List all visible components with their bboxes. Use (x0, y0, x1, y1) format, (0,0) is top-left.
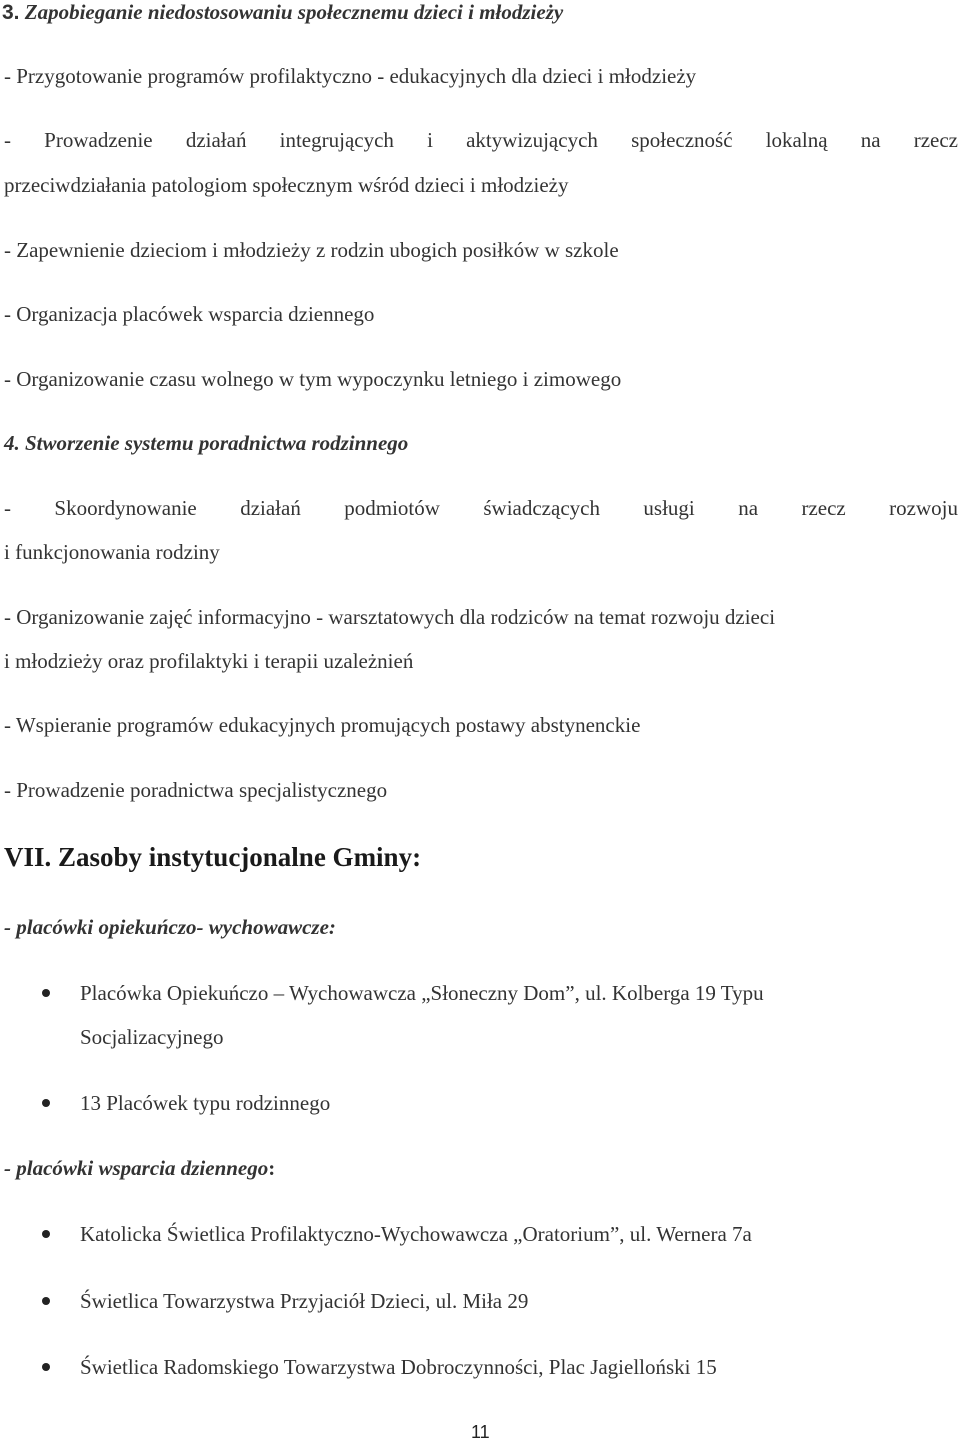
list-item: - Prowadzenie działań integrujących i aktywizujących społeczność lokalną na rzecz (4, 128, 958, 152)
list-item: Świetlica Towarzystwa Przyjaciół Dzieci, ul. Miła 29 (80, 1289, 529, 1313)
list-item: - Przygotowanie programów profilaktyczno - edukacyjnych dla dzieci i młodzieży (4, 64, 697, 88)
list-item: - Organizowanie zajęć informacyjno - warsztatowych dla rodziców na temat rozwoju dzieci (4, 605, 776, 629)
list-item-continuation: i młodzieży oraz profilaktyki i terapii uzależnień (4, 649, 414, 673)
section-4-number: 4. (4, 431, 20, 455)
bullet-icon (42, 1230, 50, 1238)
section-4-heading (4, 430, 408, 456)
list-item: - Organizacja placówek wsparcia dziennego (4, 302, 375, 326)
section-3-title: Zapobieganie niedostosowaniu społecznemu dzieci i młodzieży (24, 0, 564, 24)
list-item: Świetlica Radomskiego Towarzystwa Dobroczynności, Plac Jagielloński 15 (80, 1355, 717, 1379)
section-3-number: 3. (2, 1, 20, 24)
list-item: - Zapewnienie dzieciom i młodzieży z rodzin ubogich posiłków w szkole (4, 238, 619, 262)
care-facilities-heading: - placówki opiekuńczo- wychowawcze: (4, 915, 336, 939)
list-item: - Organizowanie czasu wolnego w tym wypoczynku letniego i zimowego (4, 367, 622, 391)
list-item: Katolicka Świetlica Profilaktyczno-Wychowawcza „Oratorium”, ul. Wernera 7a (80, 1222, 752, 1246)
chapter-heading: VII. Zasoby instytucjonalne Gminy: (4, 842, 422, 872)
list-item: - Skoordynowanie działań podmiotów świadczących usługi na rzecz rozwoju (4, 496, 958, 520)
heading-colon: : (268, 1156, 276, 1180)
list-item: - Wspieranie programów edukacyjnych promujących postawy abstynenckie (4, 713, 641, 737)
list-item: Placówka Opiekuńczo – Wychowawcza „Słoneczny Dom”, ul. Kolberga 19 Typu (80, 981, 764, 1005)
bullet-icon (42, 989, 50, 997)
day-support-heading-text: - placówki wsparcia dziennego (4, 1156, 269, 1180)
list-item: - Prowadzenie poradnictwa specjalistycznego (4, 778, 388, 802)
bullet-icon (42, 1363, 50, 1371)
list-item-continuation: Socjalizacyjnego (80, 1025, 224, 1049)
day-support-heading (4, 1155, 275, 1181)
bullet-icon (42, 1099, 50, 1107)
list-item-continuation: i funkcjonowania rodziny (4, 540, 220, 564)
bullet-icon (42, 1297, 50, 1305)
list-item: 13 Placówek typu rodzinnego (80, 1091, 331, 1115)
list-item-continuation: przeciwdziałania patologiom społecznym wśród dzieci i młodzieży (4, 173, 569, 197)
page-number: 11 (471, 1422, 490, 1442)
section-4-title: Stworzenie systemu poradnictwa rodzinnego (25, 431, 409, 455)
section-3-heading (2, 0, 563, 26)
